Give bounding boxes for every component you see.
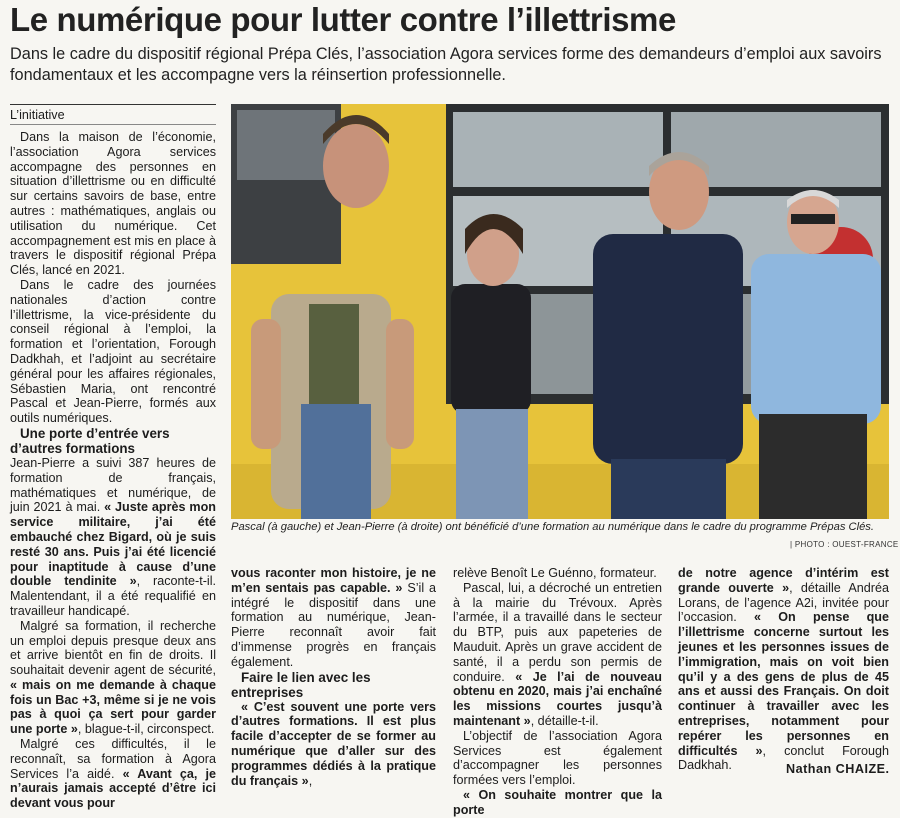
- col3-paragraph-2: [453, 581, 662, 729]
- chapo: Dans le cadre du dispositif régional Prépa Clés, l’association Agora services forme des demandeurs d’emploi aux savoirs fondamentaux et les accompagne vers la réinsertion professionnelle.: [10, 45, 882, 84]
- text-span: , détaille-t-il.: [530, 713, 599, 728]
- text-span: ,: [308, 773, 313, 788]
- text-span: Malgré ces difficultés, il le reconnaît, sa formation à Agora Services l’a aidé.: [10, 737, 216, 781]
- headline: Le numérique pour lutter contre l’illettrisme: [10, 1, 676, 38]
- group-photo-illustration: [231, 104, 889, 519]
- col3-paragraph-1: relève Benoît Le Guénno, formateur.: [453, 566, 657, 580]
- col1-paragraph-2: Dans le cadre des journées nationales d’action contre l’illettrisme, la vice-présidente du conseil régional à l’emploi, la formation et l’orientation, Forough Dadkhah, et l’adjoint au secrétaire général pour les affaires régionales, Sébastien Maria, ont rencontré Pascal et Jean-Pierre, formés aux outils numériques.: [10, 277, 216, 426]
- kicker: L’initiative: [10, 104, 216, 125]
- photo-caption: Pascal (à gauche) et Jean-Pierre (à droite) ont bénéficié d’une formation au numérique dans le cadre du programme Prépas Clés.: [231, 521, 875, 533]
- quote-span: « mais on me demande à chaque fois un Bac +3, même si je ne vois pas à quoi ça sert pour garder une porte »: [10, 677, 216, 737]
- quote-span: « On pense que l’illettrisme concerne surtout les jeunes et les personnes issues de l’immigration, mais on voit bien qu’il y a des gens de plus de 45 ans et aussi des Français. On doit continuer à travailler avec les entreprises, notamment pour repérer les personnes en difficultés »: [678, 610, 889, 758]
- quote-span: « Avant ça, je n’aurais jamais accepté d’être ici devant vous pour: [10, 766, 216, 811]
- col4-paragraph-1: [678, 566, 889, 773]
- text-span: , raconte-t-il. Malentendant, il a été requalifié en travailleur handicapé.: [10, 574, 216, 618]
- text-span: , conclut Forough Dadkhah.: [678, 743, 889, 773]
- quote-span: « Je l’ai de nouveau obtenu en 2020, mais j’ai enchaîné les missions courtes jusqu’à maintenant »: [453, 669, 662, 728]
- col1-paragraph-4: [10, 619, 216, 737]
- group-photo: [231, 104, 889, 519]
- column-1: [10, 130, 216, 811]
- col1-paragraph-1: Dans la maison de l’économie, l’association Agora services accompagne des personnes en situation d’illettrisme ou en difficulté sur certains savoirs de base, entre autres : mathématiques, anglais ou utilisation du numérique. Cet accompagnement est mis en place à travers le dispositif régional Prépa Clés, lancé en 2021.: [10, 130, 216, 278]
- column-4: [678, 566, 889, 773]
- quote-span: « Juste après mon service militaire, j’ai été embauché chez Bigard, où je suis resté 30 ans. Puis j’ai été licencié pour inaptitude à cause d’une double tendinite »: [10, 500, 216, 589]
- author-signature: Nathan CHAIZE.: [786, 762, 890, 776]
- quote-span: vous raconter mon histoire, je ne m’en sentais pas capable. »: [231, 566, 436, 595]
- col2-paragraph-2: [231, 700, 436, 789]
- text-span: S’il a intégré le dispositif dans une formation au numérique, Jean-Pierre reconnaît avoir fait d’immense progrès en français également.: [231, 580, 436, 669]
- text-span: Malgré sa formation, il recherche un emploi depuis presque deux ans et arrive bientôt en fin de droits. Il souhaitait devenir agent de sécurité,: [10, 618, 216, 678]
- col1-paragraph-5: [10, 737, 216, 811]
- text-span: , détaille Andréa Lorans, de l’agence A2i, invitée pour l’occasion.: [678, 580, 889, 625]
- text-span: Pascal, lui, a décroché un entretien à la mairie du Trévoux. Après l’armée, il a travaillé dans le secteur du BTP, puis aux papeteries de Mauduit. Après un grave accident de santé, il a perdu son permis de conduire.: [453, 580, 662, 684]
- col3-paragraph-3: L’objectif de l’association Agora Services est également d’accompagner les personnes formées vers l’emploi.: [453, 728, 662, 788]
- quote-span: « C’est souvent une porte vers d’autres formations. Il est plus facile d’accepter de se former au numérique que d’aller sur des programmes dédiés à la pratique du français »: [231, 699, 436, 788]
- column-2: [231, 566, 436, 788]
- col1-paragraph-3: [10, 456, 216, 619]
- col3-paragraph-4: [453, 788, 662, 818]
- col1-subhead: Une porte d’entrée vers d’autres formations: [10, 425, 170, 456]
- col2-subhead: Faire le lien avec les entreprises: [231, 669, 371, 700]
- text-span: , blague-t-il, circonspect.: [77, 722, 215, 737]
- quote-span: « On souhaite montrer que la porte: [453, 787, 662, 817]
- column-3: [453, 566, 662, 818]
- quote-span: de notre agence d’intérim est grande ouverte »: [678, 566, 889, 595]
- col2-paragraph-1: [231, 566, 436, 670]
- photo-credit: | PHOTO : OUEST-FRANCE: [790, 540, 899, 549]
- text-span: Jean-Pierre a suivi 387 heures de formation de français, mathématiques et numérique, de juin 2021 à mai.: [10, 455, 216, 515]
